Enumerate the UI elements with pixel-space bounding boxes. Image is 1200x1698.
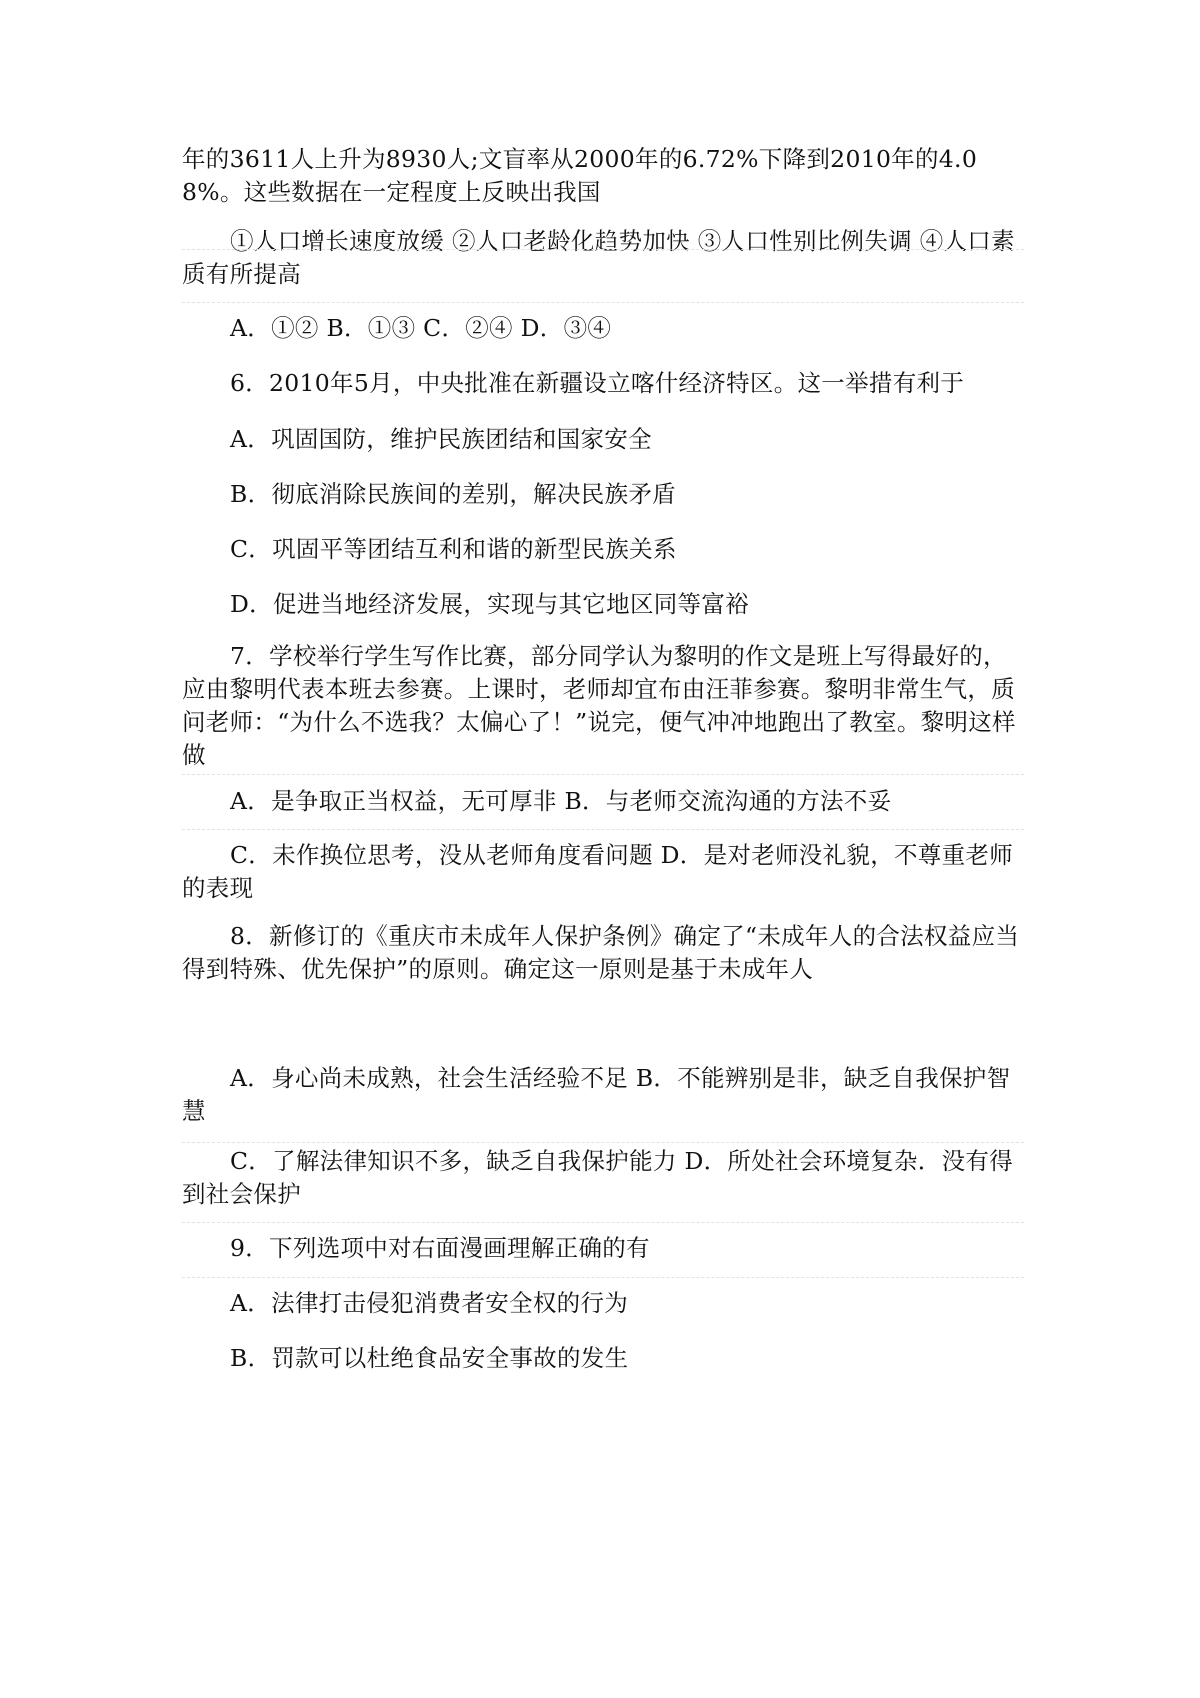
paragraph-q8-options-ab: A．身心尚未成熟，社会生活经验不足 B．不能辨别是非，缺乏自我保护智慧 <box>182 1064 1011 1125</box>
line-rule <box>182 829 1024 830</box>
paragraph-q7-options-ab: A．是争取正当权益，无可厚非 B．与老师交流沟通的方法不妥 <box>230 787 892 815</box>
paragraph-q6-option-c: C．巩固平等团结互利和谐的新型民族关系 <box>230 535 677 563</box>
line-rule <box>182 1142 1024 1143</box>
line-rule <box>182 302 1024 303</box>
line-rule <box>182 1222 1024 1223</box>
paragraph-continuation: 年的3611人上升为8930人;文盲率从2000年的6.72%下降到2010年的4.08%。这些数据在一定程度上反映出我国 <box>182 145 978 206</box>
paragraph-q8-options-cd: C．了解法律知识不多，缺乏自我保护能力 D．所处社会环境复杂．没有得到社会保护 <box>182 1147 1013 1208</box>
paragraph-q6-option-b: B．彻底消除民族间的差别，解决民族矛盾 <box>230 480 676 508</box>
line-rule <box>182 249 1024 250</box>
paragraph-q7-options-cd: C．未作换位思考，没从老师角度看问题 D．是对老师没礼貌，不尊重老师的表现 <box>182 841 1013 902</box>
paragraph-q9-option-a: A．法律打击侵犯消费者安全权的行为 <box>230 1289 629 1317</box>
paragraph-q6-option-d: D．促进当地经济发展，实现与其它地区同等富裕 <box>230 590 749 618</box>
paragraph-q5-statements: ①人口增长速度放缓 ②人口老龄化趋势加快 ③人口性别比例失调 ④人口素质有所提高 <box>182 227 1015 288</box>
paragraph-q8-stem: 8．新修订的《重庆市未成年人保护条例》确定了“未成年人的合法权益应当得到特殊、优先保护”的原则。确定这一原则是基于未成年人 <box>182 922 1020 983</box>
paragraph-q6-option-a: A．巩固国防，维护民族团结和国家安全 <box>230 425 652 453</box>
paragraph-q6-stem: 6．2010年5月，中央批准在新疆设立喀什经济特区。这一举措有利于 <box>230 369 965 397</box>
paragraph-q7-stem: 7．学校举行学生写作比赛，部分同学认为黎明的作文是班上写得最好的，应由黎明代表本班去参赛。上课时，老师却宜布由汪菲参赛。黎明非常生气，质问老师：“为什么不选我？太偏心了！”说完，便气冲冲地跑出了教室。黎明这样做 <box>182 642 1016 769</box>
paragraph-q9-stem: 9．下列选项中对右面漫画理解正确的有 <box>230 1234 650 1262</box>
paragraph-q9-option-b: B．罚款可以杜绝食品安全事故的发生 <box>230 1344 629 1372</box>
line-rule <box>182 1277 1024 1278</box>
line-rule <box>182 774 1024 775</box>
paragraph-q5-options: A．①② B．①③ C．②④ D．③④ <box>230 314 612 342</box>
